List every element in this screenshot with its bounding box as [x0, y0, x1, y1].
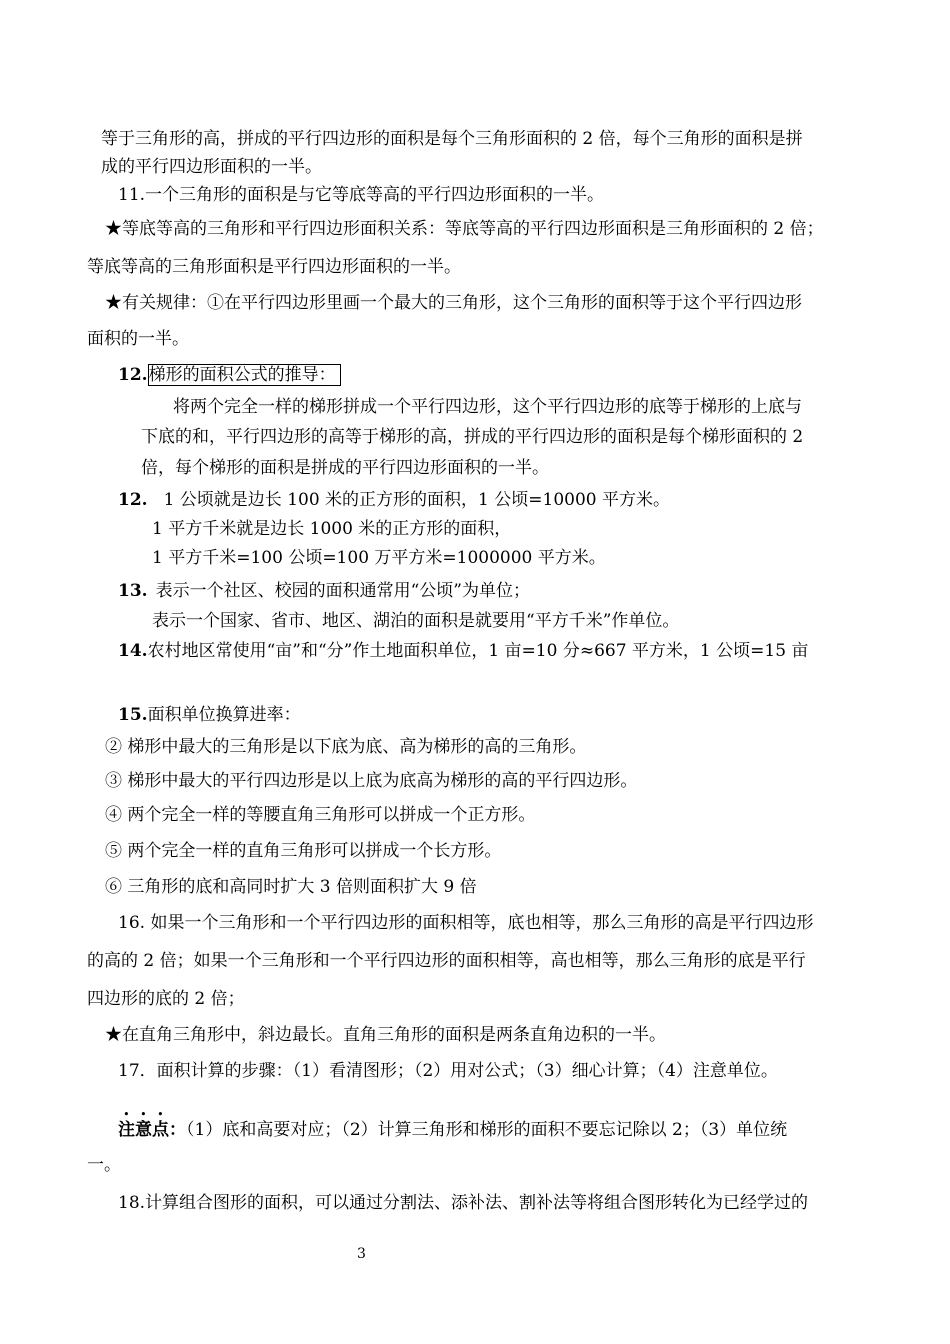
text-line: ★有关规律：①在平行四边形里画一个最大的三角形，这个三角形的面积等于这个平行四边形 [105, 293, 802, 313]
text-line: 17．面积计算的步骤：（1）看清图形；（2）用对公式；（3）细心计算；（4）注意单位。 [118, 1061, 778, 1081]
section-heading [118, 364, 341, 386]
item-number: 14. [118, 641, 148, 661]
note-text: （1）底和高要对应；（2）计算三角形和梯形的面积不要忘记除以 2；（3）单位统 [186, 1120, 788, 1140]
numbered-line [118, 704, 301, 726]
text-line: 1 平方千米=100 公顷=100 万平方米=1000000 平方米。 [152, 548, 606, 568]
page-number: 3 [357, 1246, 366, 1262]
text-line: 表示一个国家、省市、地区、湖泊的面积是就要用“平方千米”作单位。 [152, 611, 680, 631]
text-line: ★等底等高的三角形和平行四边形面积关系：等底等高的平行四边形面积是三角形面积的 2 倍； [105, 219, 824, 239]
item-text: 表示一个社区、校园的面积通常用“公顷”为单位； [155, 581, 530, 601]
text-line: ⑤ 两个完全一样的直角三角形可以拼成一个长方形。 [105, 841, 502, 861]
numbered-line [118, 489, 670, 511]
item-text: 1 公顷就是边长 100 米的正方形的面积，1 公顷=10000 平方米。 [163, 490, 670, 510]
item-number: 15. [118, 705, 148, 725]
text-line: 11.一个三角形的面积是与它等底等高的平行四边形面积的一半。 [118, 185, 605, 205]
boxed-heading: 梯形的面积公式的推导： [148, 364, 341, 386]
numbered-line [118, 580, 530, 602]
note-label: 注意点： [118, 1120, 186, 1140]
text-line: 等底等高的三角形面积是平行四边形面积的一半。 [87, 257, 461, 277]
note-line [118, 1110, 787, 1141]
text-line: 将两个完全一样的梯形拼成一个平行四边形，这个平行四边形的底等于梯形的上底与 [173, 397, 802, 417]
text-line: ★在直角三角形中，斜边最长。直角三角形的面积是两条直角边积的一半。 [105, 1025, 666, 1045]
item-number: 12. [118, 365, 148, 385]
text-line: 的高的 2 倍；如果一个三角形和一个平行四边形的面积相等，高也相等，那么三角形的底是平行 [87, 951, 806, 971]
text-line: ② 梯形中最大的三角形是以下底为底、高为梯形的高的三角形。 [105, 737, 587, 757]
text-line: 面积的一半。 [87, 329, 189, 349]
text-line: 下底的和，平行四边形的高等于梯形的高，拼成的平行四边形的面积是每个梯形面积的 2 [141, 427, 804, 447]
item-number: 12. [118, 490, 148, 510]
item-text: 农村地区常使用“亩”和“分”作土地面积单位，1 亩=10 分≈667 平方米，1 公顷=15 亩 [147, 641, 809, 661]
text-line: 倍，每个梯形的面积是拼成的平行四边形面积的一半。 [141, 458, 549, 478]
text-line: ⑥ 三角形的底和高同时扩大 3 倍则面积扩大 9 倍 [105, 877, 477, 897]
text-line: ③ 梯形中最大的平行四边形是以上底为底高为梯形的高的平行四边形。 [105, 771, 638, 791]
text-line: 成的平行四边形面积的一半。 [101, 157, 322, 177]
item-text: 面积单位换算进率： [147, 705, 301, 725]
item-number: 13. [118, 581, 148, 601]
text-line: ④ 两个完全一样的等腰直角三角形可以拼成一个正方形。 [105, 805, 536, 825]
text-line: 16. 如果一个三角形和一个平行四边形的面积相等，底也相等，那么三角形的高是平行四边形 [118, 913, 814, 933]
numbered-line [118, 640, 808, 662]
text-line: 一。 [87, 1155, 121, 1175]
text-line: 四边形的底的 2 倍； [87, 989, 245, 1009]
text-line: 等于三角形的高，拼成的平行四边形的面积是每个三角形面积的 2 倍，每个三角形的面积是拼 [101, 129, 803, 149]
text-line: 1 平方千米就是边长 1000 米的正方形的面积， [152, 519, 512, 539]
text-line: 18.计算组合图形的面积，可以通过分割法、添补法、割补法等将组合图形转化为已经学过的 [118, 1193, 809, 1213]
